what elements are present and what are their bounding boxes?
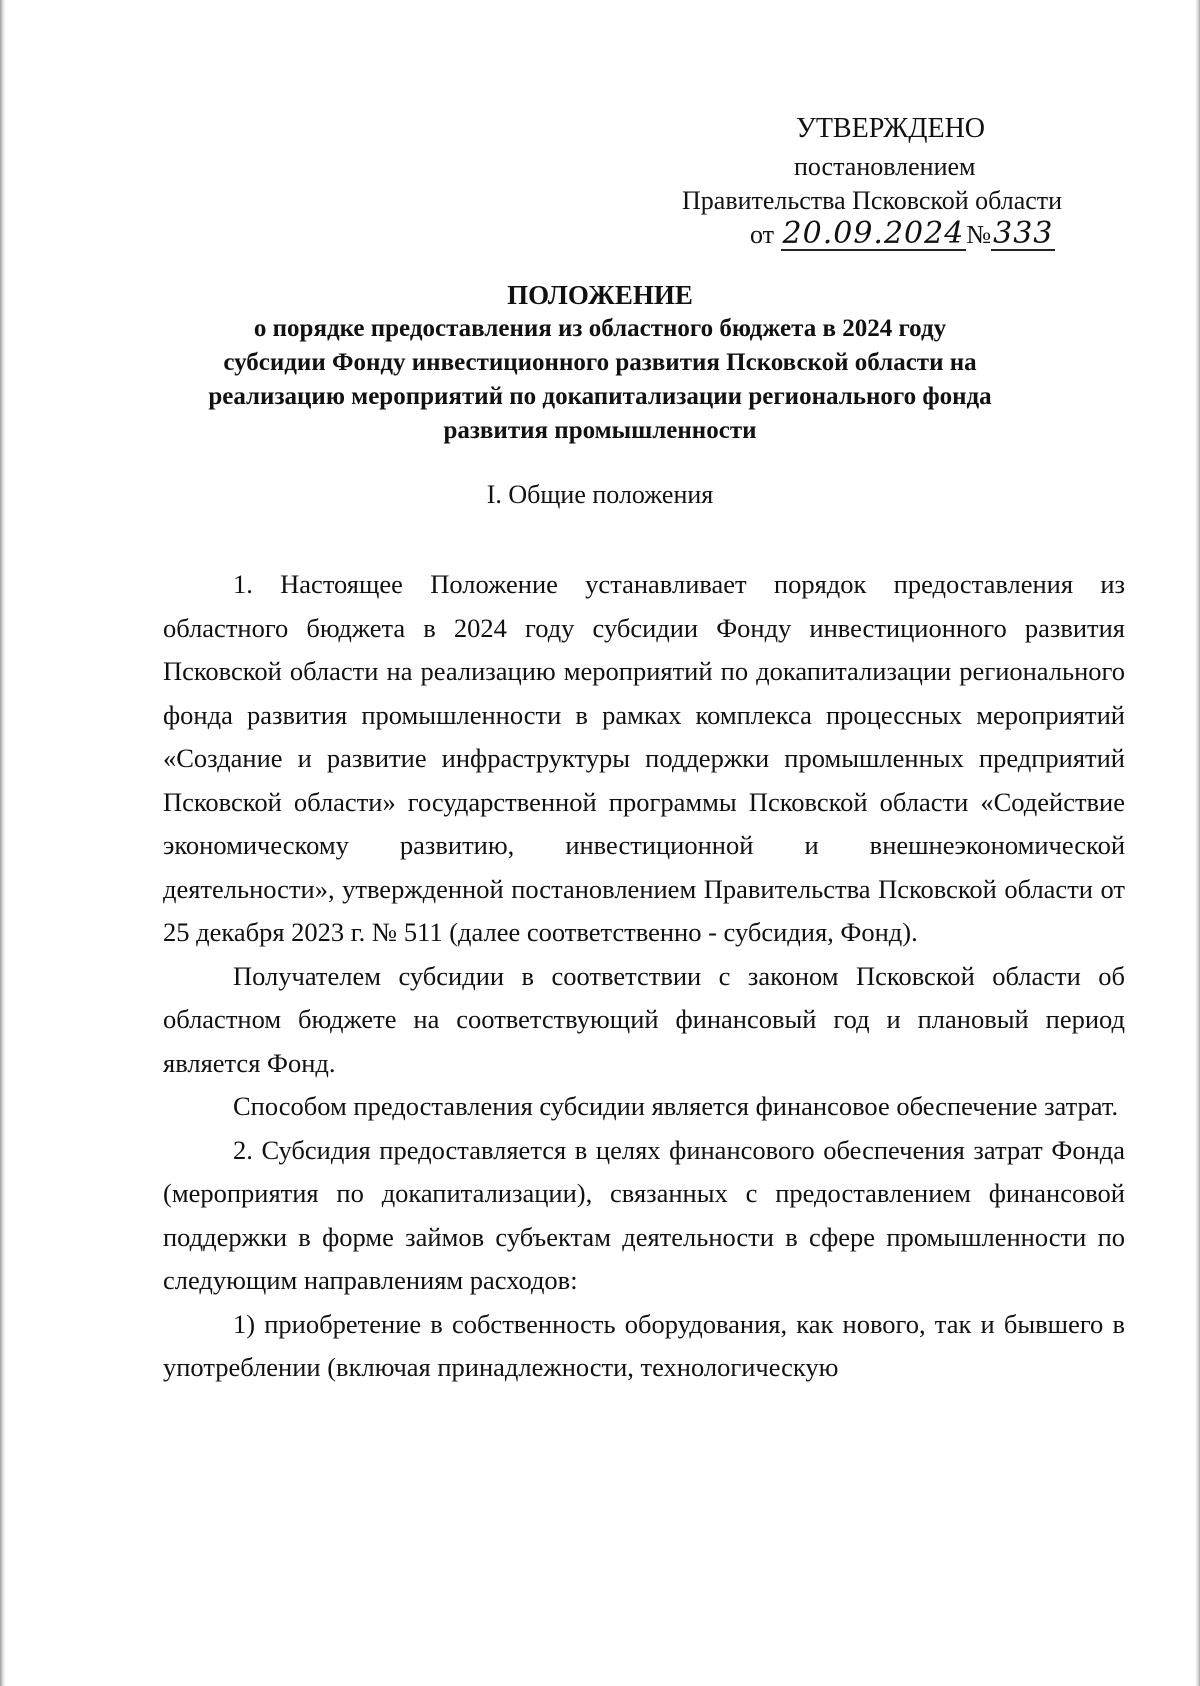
scan-edge-right — [1195, 0, 1200, 1686]
document-body — [163, 563, 1125, 1390]
document-title — [120, 278, 1080, 448]
approval-date-handwritten: 20.09.2024 — [782, 216, 965, 251]
section-heading: I. Общие положения — [486, 480, 714, 509]
document-title-line: развития промышленности — [443, 417, 757, 444]
paragraph: Получателем субсидии в соответствии с законом Псковской области об областном бюджете на соответствующий финансовый год и плановый период является Фонд. — [163, 960, 1125, 1078]
approval-organization: Правительства Псковской области — [682, 186, 1063, 215]
approval-by: постановлением — [794, 152, 976, 181]
approval-number-handwritten: 333 — [993, 216, 1054, 251]
approval-date-prefix: от — [750, 220, 775, 249]
paragraph: 2. Субсидия предоставляется в целях финансового обеспечения затрат Фонда (мероприятия по докапитализации), связанных с предоставлением финансовой поддержки в форме займов субъектам деятельности в сфере промышленности по следующим направлениям расходов: — [163, 1134, 1125, 1295]
approval-title: УТВЕРЖДЕНО — [796, 113, 986, 144]
document-title-line: реализацию мероприятий по докапитализации регионального фонда — [208, 383, 992, 410]
document-title-line: о порядке предоставления из областного бюджета в 2024 году — [253, 315, 947, 342]
document-title-main: ПОЛОЖЕНИЕ — [507, 280, 693, 310]
approval-date-line — [750, 218, 1055, 252]
paragraph: 1) приобретение в собственность оборудования, как нового, так и бывшего в употреблении (включая принадлежности, технологическую — [163, 1308, 1125, 1382]
scan-edge-left — [0, 0, 6, 1686]
document-title-line: субсидии Фонду инвестиционного развития Псковской области на — [223, 349, 977, 376]
approval-number-sign: № — [966, 220, 992, 249]
paragraph: 1. Настоящее Положение устанавливает порядок предоставления из областного бюджета в 2024 году субсидии Фонду инвестиционного развития Псковской области на реализацию мероприятий по докапитализации регионального фонда развития промышленности в рамках комплекса процессных мероприятий «Создание и развитие инфраструктуры поддержки промышленных предприятий Псковской области» государственной программы Псковской области «Содействие экономическому развитию, инвестиционной и внешнеэкономической деятельности», утвержденной постановлением Правительства Псковской области от 25 декабря 2023 г. № 511 (далее соответственно - субсидия, Фонд). — [163, 569, 1125, 947]
paragraph: Способом предоставления субсидии является финансовое обеспечение затрат. — [233, 1091, 1119, 1121]
